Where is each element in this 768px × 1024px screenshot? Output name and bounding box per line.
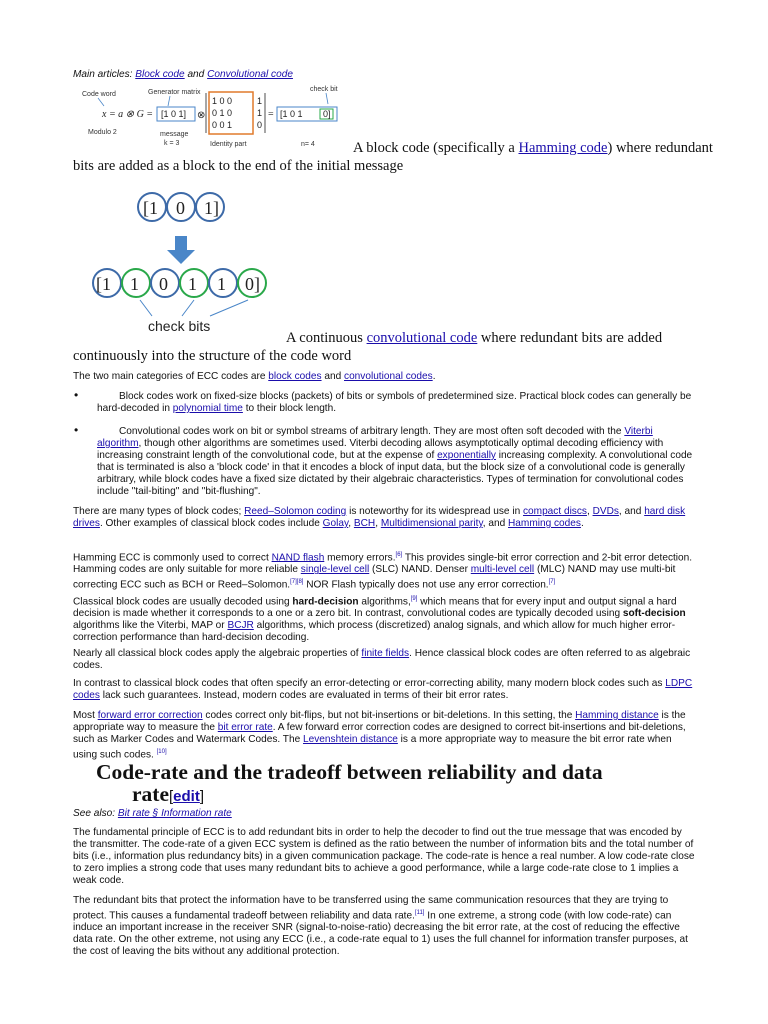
block-code-link[interactable]: Block code	[135, 69, 185, 80]
citation-7[interactable]: [7]	[548, 579, 556, 586]
modulo-label: Modulo 2	[88, 129, 117, 136]
equals-symbol: =	[268, 109, 274, 120]
convolutional-codes-bullet: Convolutional codes work on bit or symbol streams of arbitrary length. They are most often soft decoded with the Viterbi algorithm, though other algorithms are sometimes used. Viterbi decoding allows asymptotically optimal decoding efficiency with increasing constraint length of the convolutional code, but at the expense of exponentially increasing complexity. A convolutional code that is terminated is also a 'block code' in that it encodes a block of input data, but the block size of a convolutional code is generally arbitrary, while block codes have a fixed size dictated by their algebraic characteristics. Types of termination for convolutional codes include "tail-biting" and "bit-flushing".	[97, 426, 693, 497]
levenshtein-distance-link[interactable]: Levenshtein distance	[303, 734, 398, 745]
convolutional-codes-link[interactable]: convolutional codes	[344, 371, 433, 382]
hard-disk-drives-link[interactable]: hard disk drives	[73, 506, 686, 529]
forward-error-correction-link[interactable]: forward error correction	[97, 710, 203, 721]
result-vector: [1 0 1	[280, 109, 303, 119]
hamming-codes-link[interactable]: Hamming codes	[508, 518, 581, 529]
matrix-row-3: 0 0 1	[212, 120, 233, 130]
convolutional-code-link[interactable]: Convolutional code	[207, 69, 293, 80]
bullet-dot-2: •	[74, 423, 79, 437]
message-vector: [1 0 1]	[161, 109, 187, 119]
bch-link[interactable]: BCH	[353, 518, 376, 529]
finite-fields-link[interactable]: finite fields	[361, 648, 410, 659]
citation-10[interactable]: [10]	[156, 749, 167, 755]
dvds-link[interactable]: DVDs	[592, 506, 619, 517]
block-codes-link[interactable]: block codes	[268, 371, 322, 382]
golay-link[interactable]: Golay	[322, 518, 349, 529]
convolutional-code-caption: A continuous convolutional code where redundant bits are added continuously into the structure of the code word	[73, 330, 663, 364]
check-col-2: 1	[257, 108, 263, 118]
bcjr-link[interactable]: BCJR	[227, 620, 254, 632]
soft-decision-term: soft-decision	[622, 608, 686, 620]
result-check-bit: 0]	[323, 109, 331, 119]
check-col-3: 0	[257, 120, 263, 130]
multi-level-cell-link[interactable]: multi-level cell	[470, 564, 535, 576]
bottom-bit-2: 1	[130, 274, 139, 294]
top-bit-3: 1]	[204, 198, 219, 218]
bit-rate-link[interactable]: Bit rate § Information rate	[117, 808, 232, 819]
bit-flips-paragraph: Most forward error correction codes correct only bit-flips, but not bit-insertions or bit-deletions. In this setting, the Hamming distance is the appropriate way to measure the bit error rate. A few forward error correction codes are designed to correct bit-insertions and bit-deletions, such as Marker Codes and Watermark Codes. The Levenshtein distance is a more appropriate way to measure the bit error rate when using such codes. [10]	[73, 710, 686, 761]
multidimensional-parity-link[interactable]: Multidimensional parity	[380, 518, 483, 529]
citation-9[interactable]: [9]	[410, 596, 418, 602]
block-code-caption: A block code (specifically a Hamming code) where redundant bits are added as a block to the end of the initial message	[73, 140, 713, 174]
block-codes-bullet: Block codes work on fixed-size blocks (packets) of bits or symbols of predetermined size. Practical block codes can generally be hard-decoded in polynomial time to their block length.	[97, 391, 692, 414]
bottom-bit-5: 1	[217, 274, 226, 294]
reed-solomon-link[interactable]: Reed–Solomon coding	[244, 506, 347, 517]
message-label: message	[160, 131, 189, 138]
modern-codes-paragraph: In contrast to classical block codes that often specify an error-detecting or error-correcting ability, many modern block codes such as LDPC codes lack such guarantees. Instead, modern codes are evaluated in terms of their bit error rates.	[73, 678, 693, 701]
exponentially-link[interactable]: exponentially	[437, 450, 496, 461]
see-also-hatnote: See also: Bit rate § Information rate	[73, 808, 232, 819]
bottom-bit-1: [1	[96, 274, 111, 294]
hatnote-prefix: Main articles:	[73, 69, 136, 80]
ldpc-codes-link[interactable]: LDPC codes	[73, 678, 693, 701]
convolutional-code-caption-link[interactable]: convolutional code	[366, 330, 478, 346]
algebraic-codes-paragraph: Nearly all classical block codes apply the algebraic properties of finite fields. Hence classical block codes are often referred to as algebraic codes.	[73, 648, 691, 671]
top-bit-2: 0	[176, 198, 185, 218]
generator-label: Generator matrix	[148, 89, 201, 96]
convolutional-code-figure	[90, 190, 270, 338]
citation-7-8[interactable]: [7][8]	[290, 579, 304, 586]
check-col-1: 1	[257, 96, 263, 106]
polynomial-time-link[interactable]: polynomial time	[172, 403, 243, 414]
matrix-row-2: 0 1 0	[212, 108, 233, 118]
single-level-cell-link[interactable]: single-level cell	[300, 564, 370, 576]
bottom-bit-3: 0	[159, 274, 168, 294]
hamming-code-link[interactable]: Hamming code	[518, 140, 608, 156]
matrix-row-1: 1 0 0	[212, 96, 233, 106]
main-articles-hatnote: Main articles: Block code and Convolutional code	[73, 69, 293, 80]
hard-decision-term: hard-decision	[292, 596, 359, 608]
n-label: n= 4	[301, 141, 315, 148]
citation-6[interactable]: [6]	[395, 552, 403, 558]
bottom-bit-4: 1	[188, 274, 197, 294]
equation-text: x = a ⊗ G =	[102, 109, 154, 120]
bottom-bit-6: 0]	[245, 274, 260, 294]
viterbi-algorithm-link[interactable]: Viterbi algorithm	[97, 426, 653, 449]
k-label: k = 3	[164, 140, 180, 147]
heading-line-1: Code-rate and the tradeoff between reliability and data	[96, 760, 603, 784]
codeword-label: Code word	[82, 91, 116, 98]
citation-11[interactable]: [11]	[414, 910, 425, 916]
tradeoff-paragraph: The redundant bits that protect the information have to be transferred using the same communication resources that they are trying to protect. This causes a fundamental tradeoff between reliability and data rate.[11] In one extreme, a strong code (with low code-rate) can induce an important increase in the receiver SNR (signal-to-noise-ratio) decreasing the bit error rate, at the cost of reducing the effective data rate. On the other extreme, not using any ECC (i.e., a code-rate equal to 1) uses the full channel for information transfer purposes, at the cost of leaving the bits without any additional protection.	[73, 895, 688, 958]
fundamental-principle-paragraph: The fundamental principle of ECC is to add redundant bits in order to help the decoder to find out the true message that was encoded by the transmitter. The code-rate of a given ECC system is defined as the ratio between the number of information bits and the total number of bits (i.e., information plus redundancy bits) in a given communication package. The code-rate is hence a real number. A low code-rate close to zero implies a strong code that uses many redundant bits to achieve a good performance, while a large code-rate close to 1 implies a weak code.	[73, 827, 695, 886]
section-heading-line-2: rate[edit]	[132, 782, 205, 806]
hamming-ecc-paragraph: Hamming ECC is commonly used to correct NAND flash memory errors.[6] This provides single-bit error correction and 2-bit error detection. Hamming codes are only suitable for more reliable single-level cell (SLC) NAND. Denser multi-level cell (MLC) NAND may use multi-bit correcting ECC such as BCH or Reed–Solomon.[7][8] NOR Flash typically does not use any error correction.[7]	[73, 552, 693, 591]
edit-section-link[interactable]: edit	[173, 788, 200, 805]
classical-decoding-paragraph: Classical block codes are usually decoded using hard-decision algorithms,[9] which means that for every input and output signal a hard decision is made whether it corresponds to a one or a zero bit. In contrast, convolutional codes are typically decoded using soft-decision algorithms like the Viterbi, MAP or BCJR algorithms, which process (discretized) analog signals, and which allow for much higher error-correction performance than hard-decision decoding.	[73, 596, 686, 644]
types-paragraph: There are many types of block codes; Reed–Solomon coding is noteworthy for its widespread use in compact discs, DVDs, and hard disk drives. Other examples of classical block codes include Golay, BCH, Multidimensional parity, and Hamming codes.	[73, 506, 686, 529]
compact-discs-link[interactable]: compact discs	[523, 506, 587, 517]
check-bits-label: check bits	[148, 318, 211, 334]
heading-line-2: rate	[132, 782, 169, 806]
otimes-symbol: ⊗	[197, 110, 206, 121]
categories-paragraph: The two main categories of ECC codes are block codes and convolutional codes.	[73, 371, 436, 382]
hamming-distance-link[interactable]: Hamming distance	[575, 710, 659, 721]
bullet-dot-1: •	[74, 388, 79, 402]
top-bit-1: [1	[143, 198, 158, 218]
nand-flash-link[interactable]: NAND flash	[271, 552, 325, 564]
identity-label: Identity part	[210, 141, 247, 148]
bit-error-rate-link[interactable]: bit error rate	[217, 722, 273, 733]
checkbit-label: check bit	[310, 86, 338, 93]
